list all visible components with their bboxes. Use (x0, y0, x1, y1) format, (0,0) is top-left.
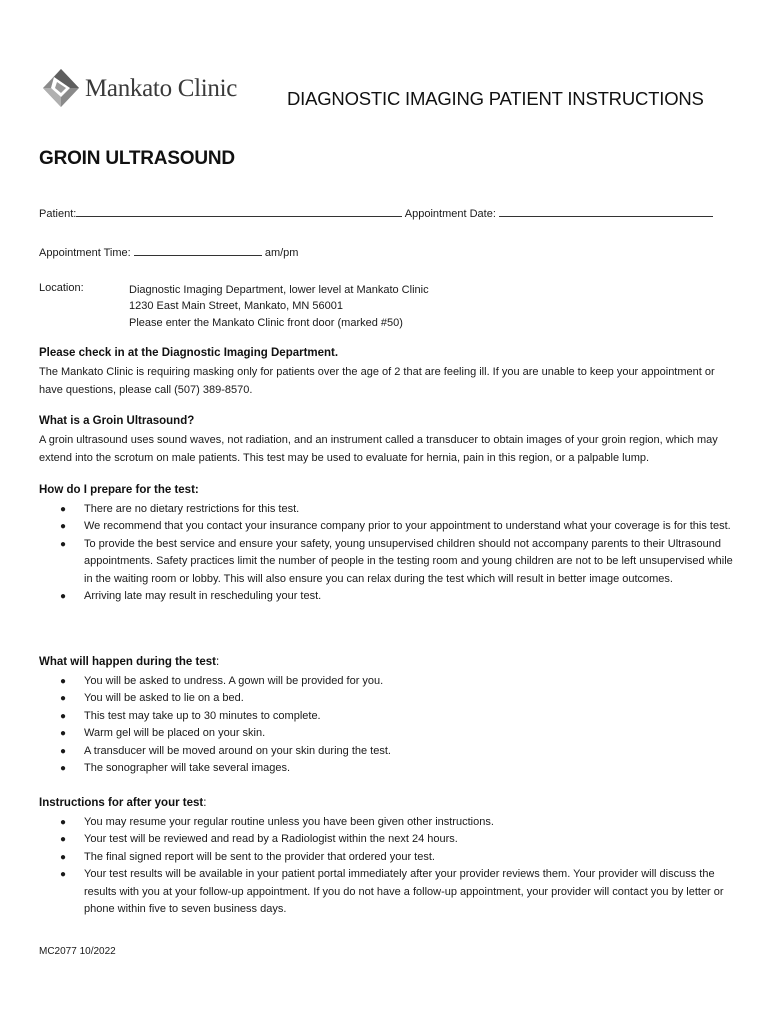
location-label: Location: (39, 282, 84, 294)
during-heading: What will happen during the test: (39, 656, 220, 668)
checkin-heading: Please check in at the Diagnostic Imaging Department. (39, 347, 339, 359)
appointment-time-field[interactable] (134, 244, 262, 256)
prepare-list (39, 501, 739, 605)
bullet-icon: ● (60, 817, 67, 828)
bullet-icon: ● (60, 869, 67, 881)
appointment-date-label: Appointment Date: (404, 208, 496, 220)
list-item: ● Your test will be reviewed and read by a Radiologist within the next 24 hours. (39, 831, 739, 848)
bullet-icon: ● (60, 745, 67, 757)
patient-field[interactable] (76, 205, 402, 217)
mankato-clinic-logo-icon (42, 68, 80, 108)
checkin-section (39, 346, 739, 399)
location-line: 1230 East Main Street, Mankato, MN 56001 (129, 300, 344, 313)
bullet-icon: ● (60, 728, 67, 740)
after-section (39, 796, 739, 918)
list-item: ● You may resume your regular routine unless you have been given other instructions. (39, 814, 739, 831)
location-line: Please enter the Mankato Clinic front door (marked #50) (129, 316, 403, 329)
bullet-icon: ● (60, 676, 67, 687)
appointment-date-field[interactable] (499, 205, 713, 217)
location-line: Diagnostic Imaging Department, lower level at Mankato Clinic (129, 284, 429, 296)
prepare-section (39, 483, 739, 605)
list-item: ● Arriving late may result in rescheduling your test. (39, 588, 739, 605)
bullet-icon: ● (60, 591, 67, 603)
appointment-time-row (39, 244, 298, 260)
bullet-icon: ● (60, 538, 67, 550)
location-address (129, 282, 429, 331)
list-item: ● You will be asked to lie on a bed. (39, 690, 739, 707)
list-item: ● You will be asked to undress. A gown will be provided for you. (39, 673, 739, 690)
patient-row (39, 205, 713, 221)
form-code: MC2077 10/2022 (39, 946, 116, 957)
what-is-section (39, 414, 739, 467)
logo (42, 68, 237, 108)
list-item: ● The final signed report will be sent to the provider that ordered your test. (39, 849, 739, 866)
list-item: ● Your test results will be available in your patient portal immediately after your provider reviews them. Your provider will discuss the results with you at your follow-up appointment. If you do not have a follow-up appointment, your provider will contact you by letter or phone within five to seven business days. (60, 868, 724, 916)
checkin-body: The Mankato Clinic is requiring masking only for patients over the age of 2 that are feeling ill. If you are unable to keep your appointment or have questions, please call (507) 389-8570. (39, 366, 715, 396)
list-item: ● We recommend that you contact your insurance company prior to your appointment to understand what your coverage is for this test. (39, 518, 739, 535)
page-title: GROIN ULTRASOUND (39, 148, 235, 169)
during-section (39, 655, 739, 777)
list-item: ● There are no dietary restrictions for this test. (39, 501, 739, 518)
bullet-icon: ● (60, 834, 67, 846)
bullet-icon: ● (60, 763, 67, 775)
after-heading: Instructions for after your test: (39, 797, 207, 809)
list-item: ● To provide the best service and ensure your safety, young unsupervised children should not accompany parents to their Ultrasound appointments. Safety practices limit the number of people in the testing room and young children are not to be left unsupervised while in the waiting room or lobby. This will also ensure you can relax during the test which will result in better image outcomes. (60, 537, 733, 585)
during-list (39, 673, 739, 777)
after-list (39, 814, 739, 918)
what-is-body: A groin ultrasound uses sound waves, not radiation, and an instrument called a transducer to obtain images of your groin region, which may extend into the scrotum on male patients. This test may be used to evaluate for hernia, pain in this region, or a palpable lump. (39, 434, 718, 464)
bullet-icon: ● (60, 710, 67, 722)
list-item: ● This test may take up to 30 minutes to complete. (39, 708, 739, 725)
bullet-icon: ● (60, 851, 67, 863)
what-is-heading: What is a Groin Ultrasound? (39, 415, 195, 427)
appointment-time-label: Appointment Time: (39, 247, 131, 259)
bullet-icon: ● (60, 504, 67, 515)
logo-text: Mankato Clinic (85, 74, 238, 102)
bullet-icon: ● (60, 521, 67, 533)
bullet-icon: ● (60, 693, 67, 705)
prepare-heading: How do I prepare for the test: (39, 484, 199, 496)
document-title: DIAGNOSTIC IMAGING PATIENT INSTRUCTIONS (287, 88, 704, 109)
am-pm-label: am/pm (264, 247, 299, 259)
list-item: ● Warm gel will be placed on your skin. (39, 725, 739, 742)
list-item: ● A transducer will be moved around on your skin during the test. (39, 743, 739, 760)
list-item: ● The sonographer will take several images. (39, 760, 739, 777)
patient-label: Patient: (39, 208, 77, 220)
